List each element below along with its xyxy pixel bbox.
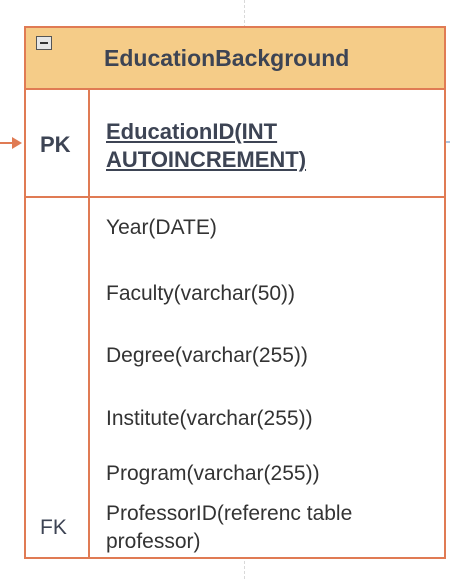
field-year[interactable]: Year(DATE): [106, 216, 217, 239]
fk-label: FK: [40, 516, 67, 539]
entity-table[interactable]: [24, 26, 446, 559]
field-degree[interactable]: Degree(varchar(255)): [106, 344, 308, 367]
key-column-divider: [88, 90, 90, 559]
field-institute[interactable]: Institute(varchar(255)): [106, 407, 313, 430]
relationship-arrow-icon: [0, 136, 22, 150]
entity-header[interactable]: [26, 28, 444, 90]
pk-label: PK: [40, 132, 71, 157]
collapse-icon[interactable]: [36, 36, 52, 50]
connector-stub: [446, 141, 450, 143]
pk-row-divider: [26, 196, 444, 198]
entity-title: EducationBackground: [104, 45, 350, 71]
field-faculty[interactable]: Faculty(varchar(50)): [106, 282, 296, 305]
field-program[interactable]: Program(varchar(255)): [106, 462, 320, 485]
pk-field[interactable]: EducationID(INT AUTOINCREMENT): [106, 119, 307, 172]
fk-field[interactable]: ProfessorID(referenc table professor): [106, 502, 353, 553]
